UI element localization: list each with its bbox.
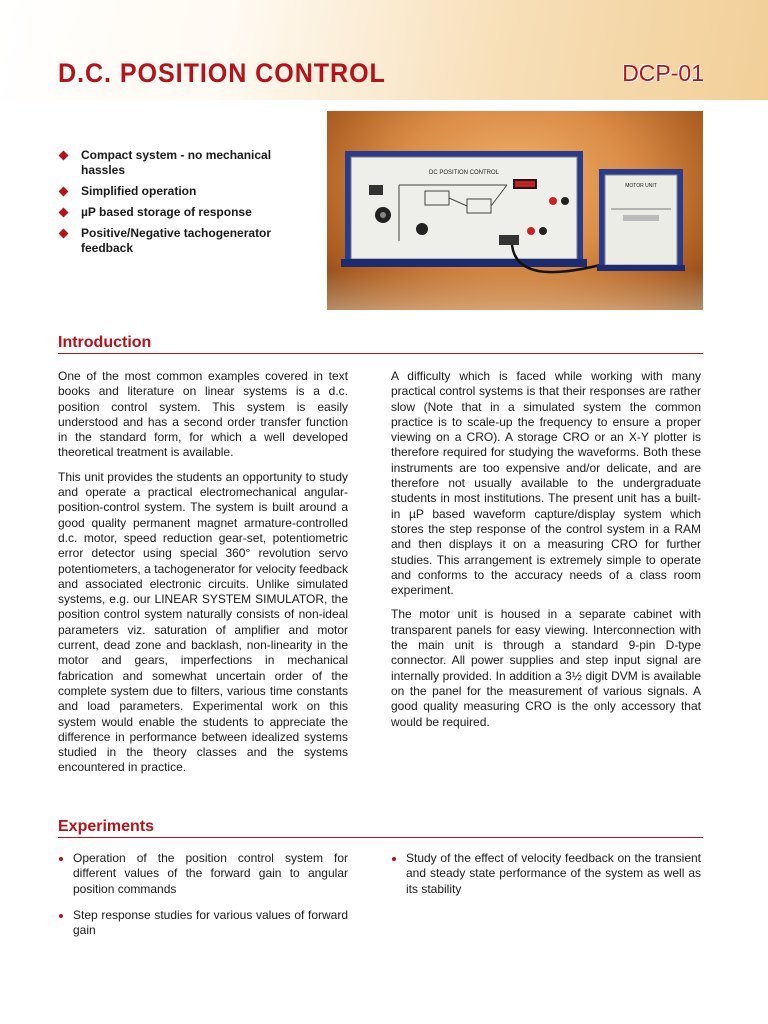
- page-title: D.C. POSITION CONTROL: [58, 58, 386, 88]
- diamond-bullet-icon: [59, 208, 69, 218]
- paragraph: One of the most common examples covered in text books and literature on linear systems is a d.c. position control system. This system is easily understood and has a second order transfer function in the standard form, for which a well developed theoretical treatment is available.: [58, 369, 348, 460]
- paragraph: A difficulty which is faced while working with many practical control systems is that their responses are rather slow (Note that in a simulated system the common practice is to scale-up the frequency to ensure a proper viewing on a CRO). A storage CRO or an X-Y plotter is therefore required for studying the waveforms. Both these instruments are too expensive and/or delicate, and are therefore not usually available to the undergraduate students in most institutions. The present unit has a built-in µP based waveform capture/display system which stores the step response of the control system in a RAM and then displays it on a measuring CRO for further studies. This arrangement is extremely simple to operate and conforms to the accuracy needs of a class room experiment.: [391, 369, 701, 598]
- experiment-list: [58, 851, 348, 938]
- experiment-text: Study of the effect of velocity feedback on the transient and steady state performance of the system as well as its stability: [406, 851, 701, 896]
- experiment-item: [391, 851, 701, 897]
- bullet-icon: [392, 857, 396, 861]
- experiments-left-column: [58, 851, 348, 949]
- introduction-heading: Introduction: [58, 334, 703, 354]
- experiment-text: Operation of the position control system for different values of the forward gain to angular position commands: [73, 851, 348, 896]
- paragraph: This unit provides the students an opportunity to study and operate a practical electromechanical angular-position-control system. The system is built around a good quality permanent magnet armature-controlled d.c. motor, speed reduction gear-set, potentiometric error detector using special 360° revolution servo potentiometers, a tachogenerator for velocity feedback and associated electronic circuits. Unlike simulated systems, e.g. our LINEAR SYSTEM SIMULATOR, the position control system naturally consists of non-ideal parameters viz. saturation of amplifier and motor current, dead zone and backlash, non-linearity in the motor and gears, imperfections in mechanical fabrication and somewhat uncertain order of the complete system due to filters, various time constants and load parameters. Experimental work on this system would enable the students to appreciate the difference in performance between idealized systems studied in the theory classes and the systems encountered in practice.: [58, 469, 348, 775]
- photo-floor: [327, 270, 703, 310]
- main-unit: [341, 151, 587, 267]
- feature-item: [58, 148, 308, 178]
- feature-list: [58, 148, 308, 262]
- bullet-icon: [59, 857, 63, 861]
- motor-unit: [597, 169, 685, 271]
- panel-title: DC POSITION CONTROL: [428, 170, 500, 176]
- paragraph: The motor unit is housed in a separate cabinet with transparent panels for easy viewing. Interconnection with the main unit is through a standard 9-pin D-type connector. All power supplies and step input signal are internally provided. In addition a 3½ digit DVM is available on the panel for the measurement of various signals. A good quality measuring CRO is the only accessory that would be required.: [391, 607, 701, 729]
- product-photo: [327, 111, 703, 310]
- feature-text: Compact system - no mechanical hassles: [81, 148, 272, 177]
- introduction-right-column: [391, 369, 701, 739]
- control-knob-icon: [416, 223, 428, 235]
- feature-text: Positive/Negative tachogenerator feedback: [81, 226, 272, 255]
- diamond-bullet-icon: [59, 229, 69, 239]
- experiment-list: [391, 851, 701, 897]
- d-connector: [499, 235, 519, 245]
- experiment-item: [58, 908, 348, 939]
- diamond-bullet-icon: [59, 151, 69, 161]
- feature-item: [58, 226, 308, 256]
- feature-item: [58, 205, 308, 220]
- experiment-text: Step response studies for various values of forward gain: [73, 907, 348, 938]
- experiments-heading: Experiments: [58, 818, 703, 838]
- feature-text: µP based storage of response: [81, 205, 252, 219]
- feature-text: Simplified operation: [81, 184, 197, 198]
- product-code: DCP-01: [622, 60, 704, 86]
- diamond-bullet-icon: [59, 187, 69, 197]
- motor-label: MOTOR UNIT: [625, 183, 657, 189]
- bullet-icon: [59, 914, 63, 918]
- experiments-right-column: [391, 851, 701, 908]
- experiment-item: [58, 851, 348, 897]
- introduction-left-column: [58, 369, 348, 785]
- feature-item: [58, 184, 308, 199]
